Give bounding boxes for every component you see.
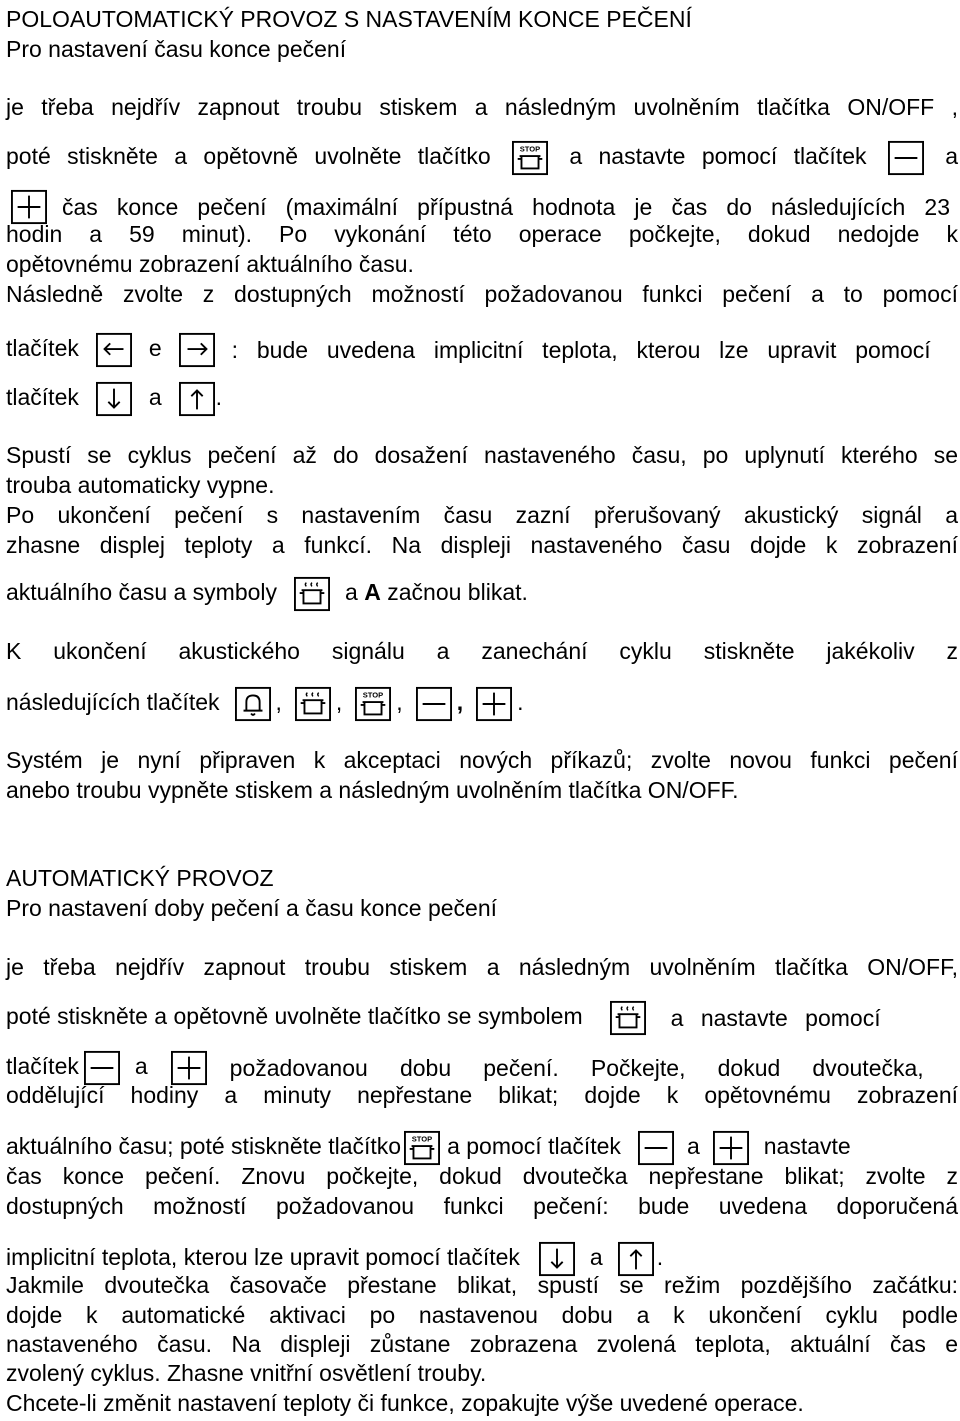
s1-p4-line3 bbox=[6, 576, 958, 606]
s1-p4-line1: Po ukončení pečení s nastavením času zazní přerušovaný akustický signál a bbox=[6, 502, 958, 528]
section1-title: POLOAUTOMATICKÝ PROVOZ S NASTAVENÍM KONCE PEČENÍ bbox=[6, 6, 692, 32]
text: . bbox=[215, 384, 223, 411]
minus-icon bbox=[887, 140, 925, 176]
stop-pot-icon bbox=[354, 686, 392, 722]
text: a bbox=[945, 143, 959, 170]
s2-p2-line3: nastaveného času. Na displeji zůstane zobrazena zvolená teplota, aktuální čas e bbox=[6, 1331, 958, 1357]
text: a bbox=[589, 1244, 603, 1271]
text: a bbox=[345, 579, 358, 606]
text: začnou blikat. bbox=[387, 579, 528, 606]
s2-p2-line4: zvolený cyklus. Zhasne vnitřní osvětlení trouby. bbox=[6, 1360, 487, 1386]
s1-p4-line2: zhasne displej teploty a funkcí. Na displeji nastaveného času dojde k zobrazení bbox=[6, 532, 958, 558]
s1-p6-line2: anebo troubu vypněte stiskem a následným uvolněním tlačítka ON/OFF. bbox=[6, 777, 739, 803]
minus-icon bbox=[415, 686, 453, 722]
s1-p2-line1: Následně zvolte z dostupných možností požadovanou funkci pečení a to pomocí bbox=[6, 281, 958, 307]
text: a bbox=[134, 1053, 148, 1080]
text: , bbox=[456, 689, 464, 716]
plus-icon bbox=[475, 686, 513, 722]
text: tlačítek bbox=[6, 384, 79, 411]
arrow-up-icon bbox=[178, 381, 216, 417]
cooking-pot-icon bbox=[294, 686, 332, 722]
s2-p1-line8 bbox=[6, 1241, 958, 1271]
section2-subtitle: Pro nastavení doby pečení a času konce pečení bbox=[6, 895, 497, 921]
s2-p1-line1: je třeba nejdřív zapnout troubu stiskem a následným uvolněním tlačítka ON/OFF, bbox=[6, 954, 958, 980]
s2-p1-line3 bbox=[6, 1050, 958, 1080]
section1-subtitle: Pro nastavení času konce pečení bbox=[6, 36, 347, 62]
section2-title: AUTOMATICKÝ PROVOZ bbox=[6, 865, 274, 891]
s2-p2-line2: dojde k automatické aktivaci po nastavenou dobu a k ukončení cyklu podle bbox=[6, 1302, 958, 1328]
text: implicitní teplota, kterou lze upravit pomocí tlačítek bbox=[6, 1244, 520, 1271]
s1-p5-line1: K ukončení akustického signálu a zanechání cyklu stiskněte jakékoliv z bbox=[6, 638, 958, 664]
text: nastavte bbox=[763, 1133, 851, 1160]
text: , bbox=[396, 689, 403, 716]
svg-text:STOP: STOP bbox=[363, 690, 384, 700]
svg-text:STOP: STOP bbox=[519, 144, 541, 154]
s1-p1-line5: opětovnému zobrazení aktuálního času. bbox=[6, 251, 414, 277]
text: a nastavte pomocí bbox=[670, 1005, 881, 1031]
text: tlačítek bbox=[6, 335, 79, 362]
text: a nastavte pomocí tlačítek bbox=[569, 143, 867, 170]
s2-p1-line7: dostupných možností požadovanou funkci pečení: bude uvedena doporučená bbox=[6, 1193, 958, 1219]
s2-p1-line2 bbox=[6, 1000, 958, 1030]
s2-p3-line1: Chcete-li změnit nastavení teploty či funkce, zopakujte výše uvedené operace. bbox=[6, 1390, 804, 1416]
svg-text:STOP: STOP bbox=[411, 1134, 433, 1144]
text: a bbox=[148, 384, 162, 411]
text: a pomocí tlačítek bbox=[447, 1133, 621, 1160]
bold-symbol-a: A bbox=[364, 579, 381, 606]
text: poté stiskněte a opětovně uvolněte tlačítko se symbolem bbox=[6, 1003, 583, 1030]
s1-p5-line2 bbox=[6, 686, 958, 716]
s1-p6-line1: Systém je nyní připraven k akceptaci nových příkazů; zvolte novou funkci pečení bbox=[6, 747, 958, 773]
s1-p1-line4: hodin a 59 minut). Po vykonání této operace počkejte, dokud nedojde k bbox=[6, 221, 958, 247]
text: , bbox=[275, 689, 282, 716]
text: poté stiskněte a opětovně uvolněte tlačítko bbox=[6, 143, 491, 170]
text: . bbox=[656, 1244, 664, 1271]
text: aktuálního času a symboly bbox=[6, 579, 278, 606]
s2-p2-line1: Jakmile dvoutečka časovače přestane blikat, spustí se režim pozdějšího začátku: bbox=[6, 1272, 958, 1298]
s2-p1-line4: oddělující hodiny a minuty nepřestane blikat; dojde k opětovnému zobrazení bbox=[6, 1082, 958, 1108]
bell-icon bbox=[234, 686, 272, 722]
arrow-down-icon bbox=[95, 381, 133, 417]
s1-p2-line2 bbox=[6, 332, 958, 362]
arrow-left-icon bbox=[95, 332, 133, 368]
text: e bbox=[148, 335, 162, 362]
arrow-right-icon bbox=[178, 332, 216, 368]
s1-p1-line3 bbox=[6, 189, 958, 219]
s2-p1-line5 bbox=[6, 1130, 958, 1160]
s1-p1-line2 bbox=[6, 140, 958, 170]
s1-p2-line3 bbox=[6, 381, 958, 411]
s1-p1-line1: je třeba nejdřív zapnout troubu stiskem a následným uvolněním tlačítka ON/OFF , bbox=[6, 94, 958, 120]
cooking-pot-icon bbox=[293, 576, 331, 612]
text: tlačítek bbox=[6, 1053, 79, 1080]
text: požadovanou dobu pečení. Počkejte, dokud dvoutečka, bbox=[229, 1055, 924, 1081]
s1-p3-line2: trouba automaticky vypne. bbox=[6, 472, 275, 498]
text: čas konce pečení (maximální přípustná hodnota je čas do následujících 23 bbox=[62, 194, 950, 220]
s1-p3-line1: Spustí se cyklus pečení až do dosažení nastaveného času, po uplynutí kterého se bbox=[6, 442, 958, 468]
text: aktuálního času; poté stiskněte tlačítko bbox=[6, 1133, 402, 1160]
s2-p1-line6: čas konce pečení. Znovu počkejte, dokud dvoutečka nepřestane blikat; zvolte z bbox=[6, 1163, 958, 1189]
stop-pot-icon bbox=[511, 140, 549, 176]
cooking-pot-icon bbox=[609, 1000, 647, 1036]
text: a bbox=[686, 1133, 700, 1160]
text: následujících tlačítek bbox=[6, 689, 220, 716]
text: : bude uvedena implicitní teplota, kterou lze upravit pomocí bbox=[231, 337, 931, 363]
text: , bbox=[335, 689, 343, 716]
text: . bbox=[517, 689, 524, 716]
